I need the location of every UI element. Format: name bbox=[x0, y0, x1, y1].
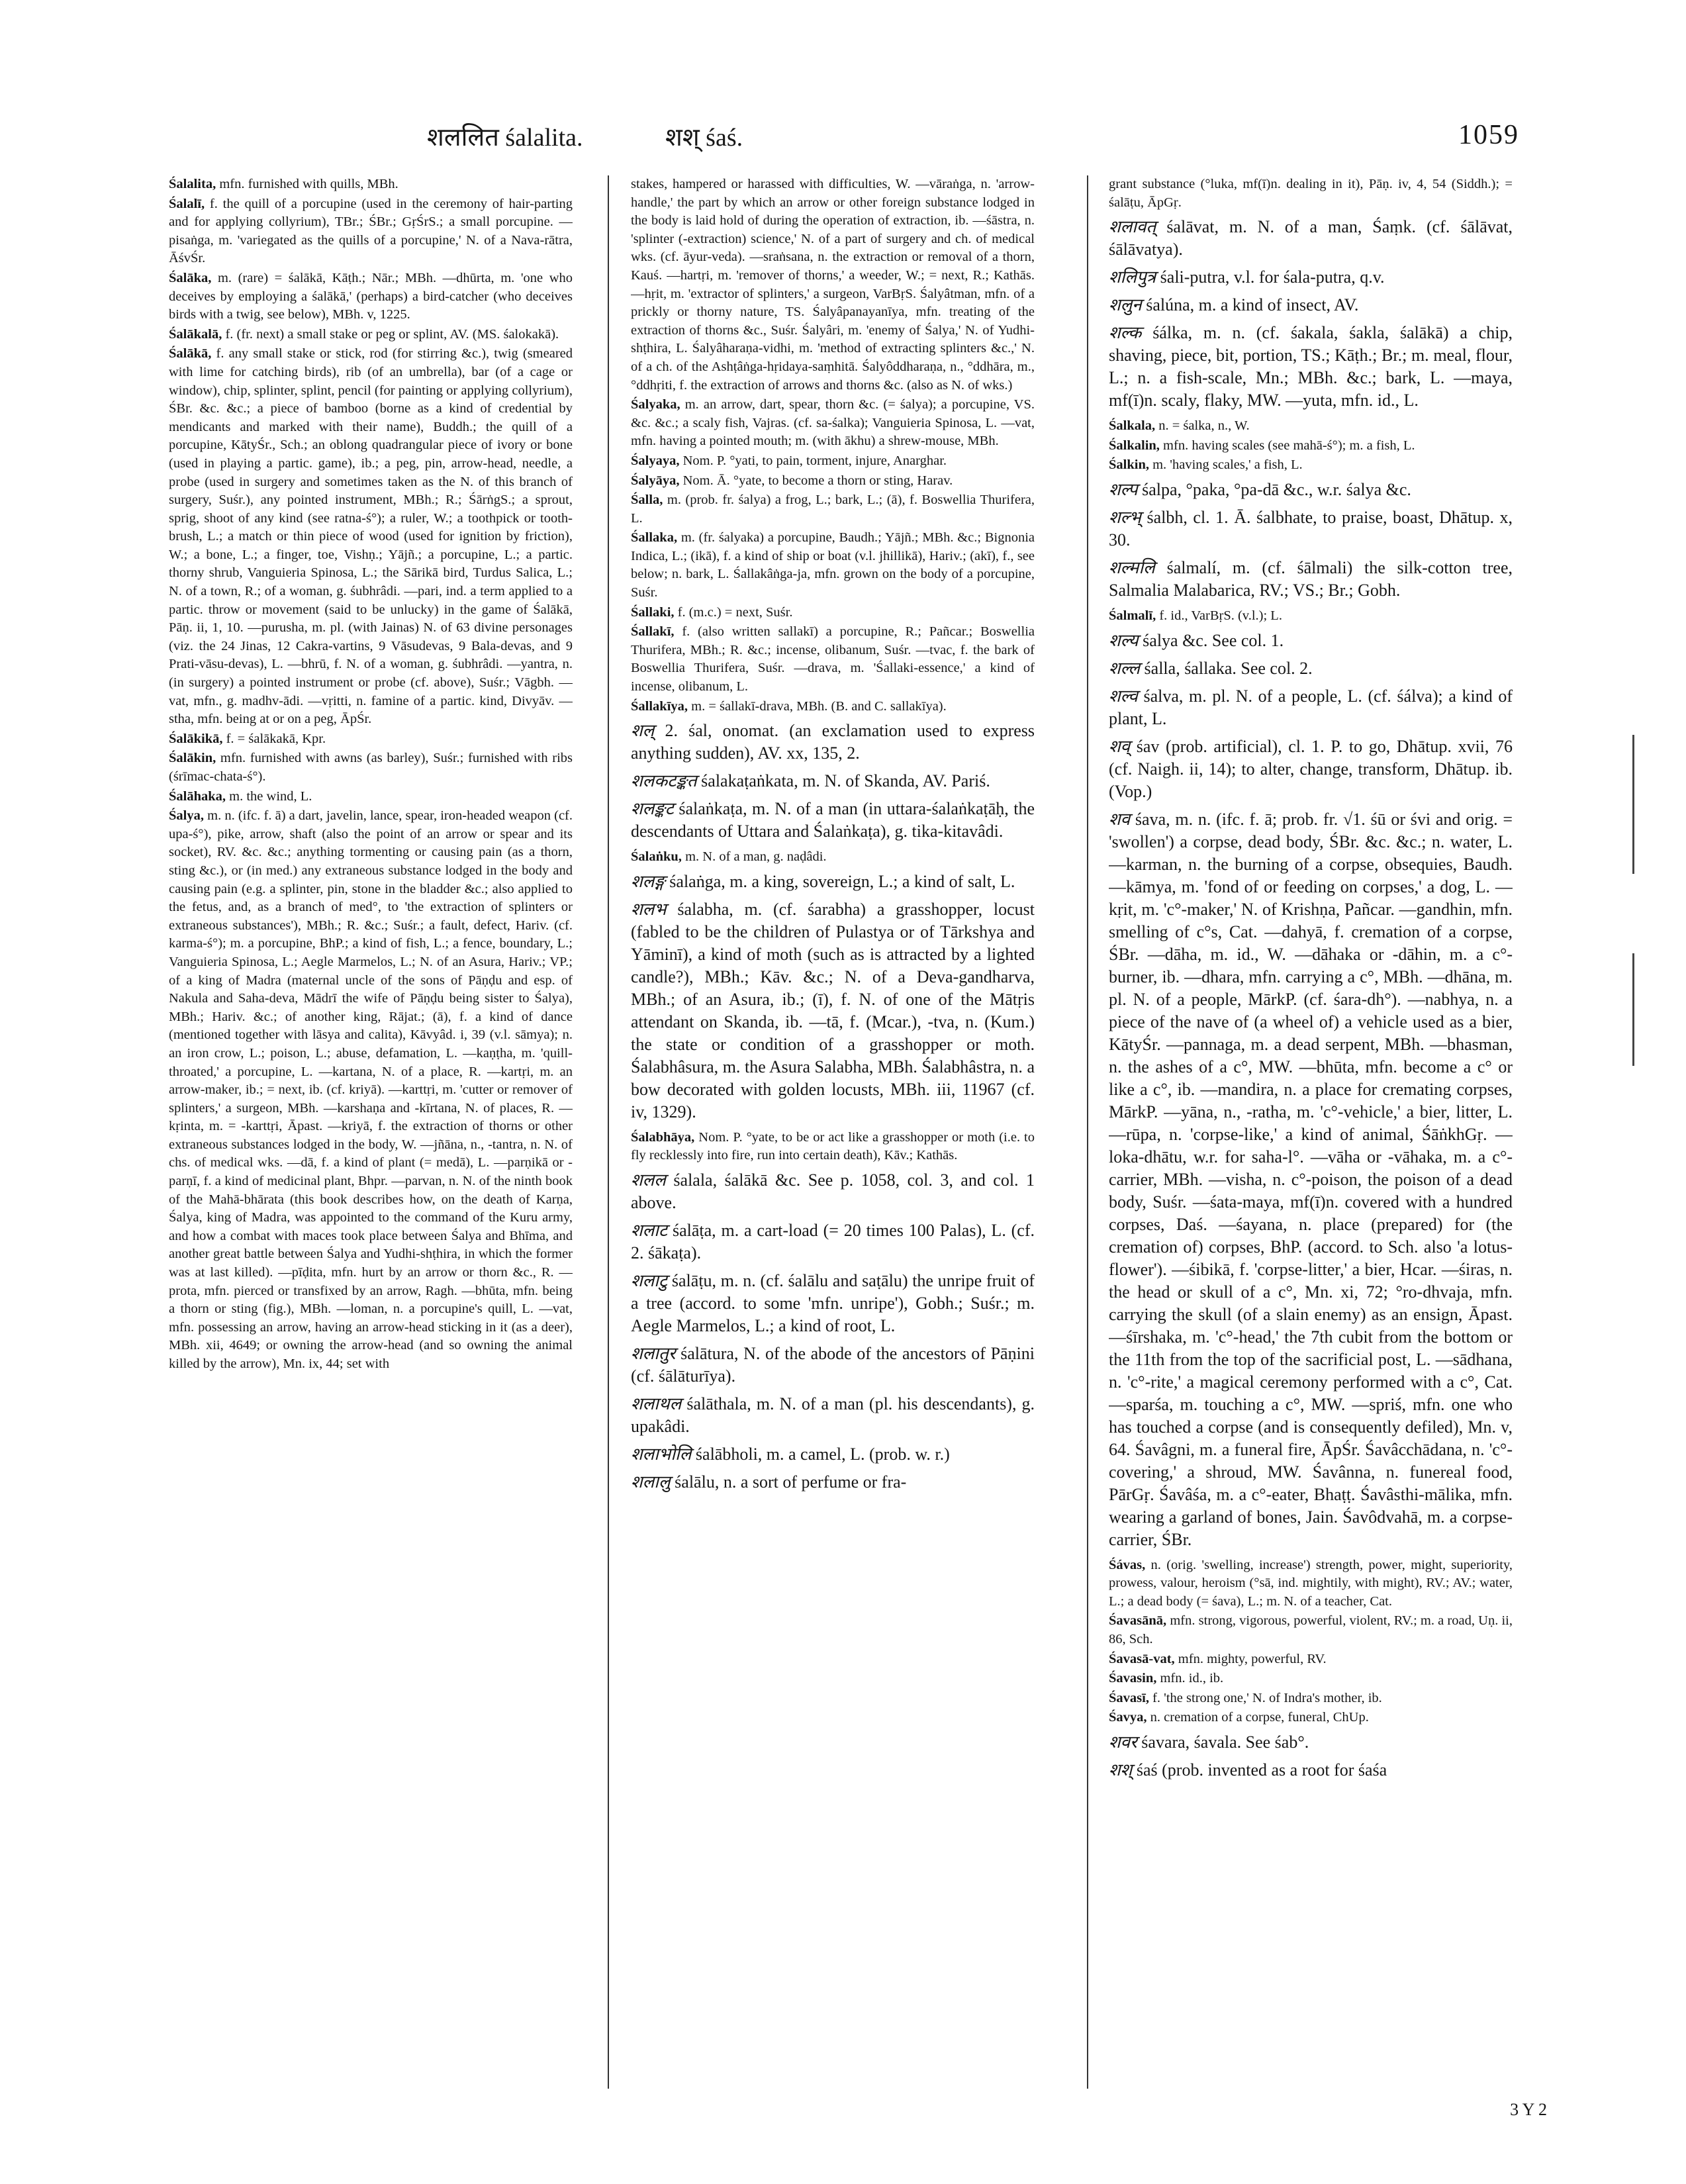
entry-definition: śav (prob. artificial), cl. 1. P. to go, Dhātup. xvii, 76 (cf. Naigh. ii, 14); to alter, change, transform, Dhātup. ib. (Vop.) bbox=[1109, 736, 1513, 801]
entry-definition: 2. śal, onomat. (an exclamation used to express anything sudden), AV. xx, 135, 2. bbox=[631, 721, 1035, 763]
entry-definition: śalakaṭaṅkata, m. N. of Skanda, AV. Pariś. bbox=[701, 771, 990, 791]
entry-headword: शलाटु bbox=[631, 1271, 668, 1290]
entry-definition: śalpa, °paka, °pa-dā &c., w.r. śalya &c. bbox=[1142, 479, 1411, 499]
entry-definition: n. cremation of a corpse, funeral, ChUp. bbox=[1150, 1710, 1369, 1725]
column-3 bbox=[1109, 175, 1513, 2089]
entry-definition: n. (orig. 'swelling, increase') strength, power, might, superiority, prowess, valour, heroism (°sā, ind. mightily, with might), RV.; AV.; water, L.; a dead body (= śava), L.; m. N. of a teacher, Cat. bbox=[1109, 1557, 1513, 1609]
dictionary-entry bbox=[1109, 607, 1513, 626]
entry-definition: śalātura, N. of the abode of the ancestors of Pāṇini (cf. śālāturīya). bbox=[631, 1344, 1035, 1386]
dictionary-entry bbox=[169, 175, 573, 194]
entry-headword: शल्व bbox=[1109, 686, 1138, 706]
entry-headword: Śallakīya, bbox=[631, 698, 688, 714]
dictionary-entry bbox=[631, 1270, 1035, 1337]
entry-definition: m. (rare) = śalākā, Kāṭh.; Nār.; MBh. —dhūrta, m. 'one who deceives by employing a śalākā,' (perhaps) a bird-catcher (who deceives birds with a twig, see below), MBh. v, 1225. bbox=[169, 270, 573, 322]
entry-definition: m. (prob. fr. śalya) a frog, L.; bark, L.; (ā), f. Boswellia Thurifera, L. bbox=[631, 493, 1035, 526]
dictionary-entry bbox=[631, 871, 1035, 893]
entry-headword: शलाट bbox=[631, 1221, 668, 1240]
entry-definition: m. the wind, L. bbox=[229, 788, 312, 804]
dictionary-entry bbox=[631, 1443, 1035, 1466]
entry-headword: Śalya, bbox=[169, 808, 204, 824]
running-head-left: शललित śalalita. bbox=[427, 124, 583, 152]
dictionary-entry bbox=[1109, 266, 1513, 289]
dictionary-entry bbox=[631, 491, 1035, 528]
entry-headword: Śalyaya, bbox=[631, 453, 680, 468]
dictionary-entry bbox=[1109, 657, 1513, 680]
dictionary-entry bbox=[631, 1169, 1035, 1214]
entry-headword: Śalākalā, bbox=[169, 326, 222, 342]
entry-definition: śalālu, n. a sort of perfume or fra- bbox=[675, 1472, 907, 1492]
entry-headword: Śavasin, bbox=[1109, 1671, 1157, 1686]
entry-headword: Śalyaka, bbox=[631, 397, 680, 412]
dictionary-entry bbox=[631, 623, 1035, 696]
dictionary-entry bbox=[631, 1343, 1035, 1388]
dictionary-entry bbox=[1109, 417, 1513, 436]
entry-definition: śalla, śallaka. See col. 2. bbox=[1144, 658, 1313, 678]
entry-headword: शव bbox=[1109, 809, 1131, 829]
dictionary-entry bbox=[1109, 506, 1513, 551]
entry-headword: शल्प bbox=[1109, 479, 1138, 499]
entry-definition: f. (m.c.) = next, Suśr. bbox=[677, 604, 793, 620]
dictionary-entry bbox=[169, 730, 573, 749]
column-2 bbox=[631, 175, 1035, 2089]
dictionary-entry bbox=[1109, 456, 1513, 475]
dictionary-entry bbox=[1109, 1759, 1513, 1781]
dictionary-entry bbox=[169, 269, 573, 324]
entry-definition: stakes, hampered or harassed with difficulties, W. —vāraṅga, n. 'arrow-handle,' the part by which an arrow or other foreign substance lodged in the body is laid hold of during the operation of extraction, ib. —śāstra, n. 'splinter (-extraction) science,' N. of a part of surgery and ch. of medical wks. (cf. āyur-veda). —sraṅsana, n. the extraction or removal of a thorn, Kauś. —hartṛi, m. 'remover of thorns,' a weeder, W.; = next, R.; Kathās. —hṛit, m. 'extractor of splinters,' a surgeon, VarBṛS. Śalyâtman, mfn. of a prickly or thorny nature, TS. Śalyâpanayanīya, mfn. treating of the extraction of thorns &c., Suśr. Śalyâri, m. 'enemy of Śalya,' N. of Yudhi-shṭhira, L. Śalyâharaṇa-vidhi, m. 'method of extracting splinters &c.,' N. of a ch. of the Ashṭâṅga-hṛidaya-saṃhitā. Śalyôddharaṇa, n., °ddhāra, m., °ddhṛiti, f. the extraction of arrows and thorns &c. (also as N. of wks.) bbox=[631, 177, 1035, 393]
entry-definition: śalbh, cl. 1. Ā. śalbhate, to praise, boast, Dhātup. x, 30. bbox=[1109, 507, 1513, 549]
dictionary-entry bbox=[631, 898, 1035, 1123]
entry-headword: शलावत् bbox=[1109, 217, 1156, 237]
entry-headword: Śallaka, bbox=[631, 530, 678, 546]
dictionary-entry bbox=[1109, 175, 1513, 212]
entry-definition: śalaṅga, m. a king, sovereign, L.; a kind of salt, L. bbox=[669, 871, 1015, 891]
entry-headword: Śalākin, bbox=[169, 751, 216, 766]
dictionary-entry bbox=[1109, 630, 1513, 652]
dictionary-entry bbox=[1109, 1650, 1513, 1669]
entry-definition: f. (fr. next) a small stake or peg or splint, AV. (MS. śalokakā). bbox=[225, 326, 559, 342]
entry-definition: śava, m. n. (ifc. f. ā; prob. fr. √1. śū or śvi and orig. = 'swollen') a corpse, dead body, ŚBr. &c. &c.; n. water, L. —karman, n. the burning of a corpse, obsequies, Baudh. —kāmya, m. 'fond of or feeding on corpses,' a dog, L. —kṛit, m. 'c°-maker,' N. of Krishṇa, Pañcar. —gandhin, mfn. smelling of c°s, Cat. —dahyā, f. cremation of a corpse, ŚBr. —dāha, m. id., W. —dāhaka or -dāhin, m. a c°-burner, ib. —dhara, mfn. carrying a c°, MBh. —dhāna, m. pl. N. of a people, MārkP. (cf. śara-dh°). —nabhya, n. a piece of the nave of (a wheel of) a vehicle used as a bier, KātyŚr. —pannaga, m. a dead serpent, MBh. —bhasman, n. the ashes of a c°, MW. —bhūta, mfn. become a c° or like a c°, ib. —mandira, n. a place for cremating corpses, MārkP. —yāna, n., -ratha, m. 'c°-vehicle,' a bier, litter, L. —rūpa, n. 'corpse-like,' a kind of animal, ŚāṅkhGṛ. —loka-dhātu, w.r. for saha-l°. —vāha or -vāhaka, m. a c°-carrier, MBh. —visha, n. c°-poison, the poison of a dead body, Suśr. —śata-maya, mf(ī)n. covered with a hundred corpses, Daś. —śayana, n. place (prepared) for (the cremation of) corpses, BhP. (accord. to Sch. also 'a lotus-flower'). —śibikā, f. 'corpse-litter,' a bier, Hcar. —śiras, n. the head or skull of a c°, Mn. xi, 72; °ro-dhvaja, mfn. carrying the skull (of a slain enemy) as an ensign, Āpast. —śīrshaka, m. 'c°-head,' the 7th cubit from the bottom or the 11th from the top of the sacrificial post, L. —sādhana, n. 'c°-rite,' a magical ceremony performed with a c°, Cat. —sparśa, m. touching a c°, MW. —spriś, mfn. one who has touched a corpse (and is consequently defiled), Mn. v, 64. Śavâgni, m. a funeral fire, ĀpŚr. Śavâcchādana, n. 'c°-covering,' a shroud, MW. Śavânna, n. funereal food, PārGṛ. Śavâśa, m. a c°-eater, Bhaṭṭ. Śavâsthi-mālika, mfn. wearing a garland of bones, Jain. Śavôdvahā, m. a corpse-carrier, ŚBr. bbox=[1109, 809, 1513, 1549]
entry-definition: m. 'having scales,' a fish, L. bbox=[1152, 457, 1303, 473]
dictionary-entry bbox=[631, 604, 1035, 622]
entry-definition: grant substance (°luka, mf(ī)n. dealing in it), Pāṇ. iv, 4, 54 (Siddh.); = śalāṭu, ĀpGṛ. bbox=[1109, 177, 1513, 210]
entry-headword: शवर bbox=[1109, 1732, 1137, 1752]
entry-headword: शलालु bbox=[631, 1472, 671, 1492]
entry-headword: Śalkala, bbox=[1109, 418, 1156, 434]
entry-headword: शलङ्ग bbox=[631, 871, 665, 891]
entry-definition: śalmalí, m. (cf. śālmali) the silk-cotton tree, Salmalia Malabarica, RV.; VS.; Br.; Gobh. bbox=[1109, 557, 1513, 600]
dictionary-entry bbox=[1109, 437, 1513, 455]
dictionary-entry bbox=[631, 1129, 1035, 1165]
dictionary-entry bbox=[631, 798, 1035, 843]
dictionary-entry bbox=[169, 345, 573, 728]
entry-headword: Śalalī, bbox=[169, 196, 205, 211]
entry-definition: f. id., VarBṛS. (v.l.); L. bbox=[1159, 608, 1282, 623]
entry-headword: शलङ्कट bbox=[631, 799, 674, 819]
entry-headword: शलाथल bbox=[631, 1394, 682, 1413]
dictionary-entry bbox=[1109, 294, 1513, 316]
dictionary-entry bbox=[169, 195, 573, 268]
margin-mark bbox=[1632, 953, 1634, 1066]
entry-headword: शलकटङ्कत bbox=[631, 771, 697, 791]
dictionary-entry bbox=[169, 749, 573, 786]
entry-headword: शल्मलि bbox=[1109, 557, 1155, 577]
entry-definition: śalaṅkaṭa, m. N. of a man (in uttara-śalaṅkaṭāḥ, the descendants of Uttara and Śalaṅkaṭa), g. tika-kitavâdi. bbox=[631, 799, 1035, 841]
entry-definition: m. = śallakī-drava, MBh. (B. and C. sallakīya). bbox=[691, 698, 947, 714]
entry-headword: Śavasānā, bbox=[1109, 1613, 1167, 1629]
entry-definition: śaś (prob. invented as a root for śaśa bbox=[1136, 1760, 1387, 1780]
entry-definition: mfn. furnished with quills, MBh. bbox=[219, 177, 398, 191]
entry-definition: f. (also written sallakī) a porcupine, R.; Pañcar.; Boswellia Thurifera, MBh.; R. &c.; incense, olibanum, Suśr. —tvac, f. the bark of Boswellia Thurifera, Suśr. —drava, m. 'Śallaki-essence,' a kind of incense, olibanum, L. bbox=[631, 624, 1035, 694]
running-head-center: शश् śaś. bbox=[665, 124, 743, 152]
entry-headword: Śávas, bbox=[1109, 1557, 1146, 1572]
dictionary-entry bbox=[631, 720, 1035, 765]
dictionary-entry bbox=[631, 770, 1035, 792]
entry-definition: m. an arrow, dart, spear, thorn &c. (= śalya); a porcupine, VS. &c. &c.; a scaly fish, Vajras. (cf. sa-śalka); Vanguieria Spinosa, L. —vat, mfn. having a pointed mouth; m. (with ākhu) a shrew-mouse, MBh. bbox=[631, 397, 1035, 449]
entry-definition: śalāṭa, m. a cart-load (= 20 times 100 Palas), L. (cf. 2. śākaṭa). bbox=[631, 1221, 1035, 1262]
dictionary-page bbox=[169, 175, 1519, 2089]
dictionary-entry bbox=[631, 472, 1035, 491]
entry-definition: f. = śalākakā, Kpr. bbox=[226, 731, 326, 746]
dictionary-entry bbox=[1109, 557, 1513, 602]
entry-definition: śali-putra, v.l. for śala-putra, q.v. bbox=[1160, 267, 1385, 287]
entry-definition: śalāthala, m. N. of a man (pl. his descendants), g. upakâdi. bbox=[631, 1394, 1035, 1436]
entry-headword: शल्भ् bbox=[1109, 507, 1141, 527]
entry-definition: śalabha, m. (cf. śarabha) a grasshopper, locust (fabled to be the children of Pulastya or of Tārkshya and Yāminī), a kind of moth (such as is attracted by a lighted candle?), MBh.; Kāv. &c.; N. of a Deva-gandharva, MBh.; of an Asura, ib.; (ī), f. N. of one of the Mātṛis attendant on Skanda, ib. —tā, f. (Mcar.), -tva, n. (Kum.) the state or condition of a grasshopper or moth. Śalabhâsura, m. the Asura Salabha, MBh. Śalabhâstra, n. a bow decorated with golden locusts, MBh. iii, 11967 (cf. iv, 1329). bbox=[631, 899, 1035, 1121]
entry-headword: Śallaki, bbox=[631, 604, 675, 620]
entry-headword: शल्ल bbox=[1109, 658, 1141, 678]
entry-headword: Śalāhaka, bbox=[169, 788, 226, 804]
entry-definition: Nom. Ā. °yate, to become a thorn or sting, Harav. bbox=[682, 473, 953, 488]
entry-headword: Śalkin, bbox=[1109, 457, 1149, 473]
margin-mark bbox=[1632, 735, 1634, 874]
page-number: 1059 bbox=[1458, 120, 1519, 150]
dictionary-entry bbox=[631, 529, 1035, 602]
entry-definition: mfn. furnished with awns (as barley), Suśr.; furnished with ribs (śrīmac-chata-ś°). bbox=[169, 751, 573, 784]
signature-mark: 3 Y 2 bbox=[1510, 2100, 1547, 2119]
dictionary-entry bbox=[1109, 1556, 1513, 1611]
dictionary-entry bbox=[169, 807, 573, 1373]
dictionary-entry bbox=[631, 452, 1035, 471]
dictionary-entry bbox=[631, 1471, 1035, 1494]
dictionary-entry bbox=[1109, 322, 1513, 412]
entry-headword: Śalalita, bbox=[169, 177, 216, 191]
entry-headword: Śavya, bbox=[1109, 1710, 1147, 1725]
dictionary-entry bbox=[1109, 1731, 1513, 1754]
entry-definition: mfn. strong, vigorous, powerful, violent, RV.; m. a road, Uṇ. ii, 86, Sch. bbox=[1109, 1613, 1513, 1646]
entry-definition: Nom. P. °yati, to pain, torment, injure, Anarghar. bbox=[682, 453, 947, 468]
entry-headword: Śalla, bbox=[631, 493, 663, 508]
entry-headword: Śalabhāya, bbox=[631, 1129, 695, 1145]
entry-definition: m. n. (ifc. f. ā) a dart, javelin, lance, spear, iron-headed weapon (cf. upa-ś°), pike, arrow, shaft (also the point of an arrow or spear and its socket), RV. &c. &c.; anything tormenting or causing pain (as a thorn, sting &c.), or (in med.) any extraneous substance lodged in the body and causing pain (e.g. a splinter, pin, stone in the bladder &c.; also applied to the fetus, and, as a branch of med°, to 'the extraction of splinters or extraneous substances'), MBh.; R. &c.; Suśr.; a fault, defect, Hariv. (cf. karma-ś°); m. a porcupine, BhP.; a kind of fish, L.; a fence, boundary, L.; Vanguieria Spinosa, L.; Aegle Marmelos, L.; N. of an Asura, Hariv.; VP.; of a king of Madra (maternal uncle of the sons of Pāṇḍu and esp. of Nakula and Saha-deva, Mādrī the wife of Pāṇḍu being sister to Śalya), MBh.; Hariv. &c.; of another king, Rājat.; (ā), f. a kind of dance (mentioned together with lāsya and calita), Kāvyâd. i, 39 (v.l. sāmya); n. an iron crow, L.; poison, L.; abuse, defamation, L. —kaṇṭha, m. 'quill-throated,' a porcupine, L. —kartana, N. of a place, R. —kartṛi, m. an arrow-maker, ib.; = next, ib. (cf. kriyā). —karttṛi, m. 'cutter or remover of splinters,' a surgeon, MBh. —karshaṇa and -kīrtana, N. of places, R. —kṛinta, m. = -karttṛi, Āpast. —kriyā, f. the extraction of thorns or other extraneous substances lodged in the body, W. —jñāna, n., -tantra, n. N. of chs. of medical wks. —dā, f. a kind of plant (= medā), L. —parṇikā or -parṇī, f. a kind of medicinal plant, Bhpr. —parvan, n. N. of the ninth book of the Mahā-bhārata (this book describes how, on the death of Karṇa, Śalya, king of Madra, was appointed to the command of the Kuru army, and how a combat with maces took place between Śalya and Bhīma, and another great battle between Śalya and Yudhi-shṭhira, in which the former was at last killed). —pīḍita, mfn. hurt by an arrow or thorn &c., R. —prota, mfn. pierced or transfixed by an arrow, Ragh. —bhūta, mfn. being a thorn or sting (fig.), MBh. —loman, n. a porcupine's quill, L. —vat, mfn. possessing an arrow, having an arrow-head sticking in it (as a deer), MBh. xii, 4649; or owning the arrow-head (and so owning the animal killed by the arrow), Mn. ix, 44; set with bbox=[169, 808, 573, 1371]
dictionary-entry bbox=[1109, 1670, 1513, 1688]
entry-headword: शलातुर bbox=[631, 1344, 676, 1363]
dictionary-entry bbox=[631, 175, 1035, 395]
entry-headword: Śalmalī, bbox=[1109, 608, 1156, 623]
entry-definition: śalya &c. See col. 1. bbox=[1143, 630, 1284, 650]
entry-definition: śavara, śavala. See śab°. bbox=[1141, 1732, 1309, 1752]
entry-headword: शलल bbox=[631, 1170, 666, 1190]
dictionary-entry bbox=[631, 848, 1035, 867]
entry-headword: Śalyāya, bbox=[631, 473, 680, 488]
dictionary-entry bbox=[1109, 685, 1513, 730]
entry-definition: śalva, m. pl. N. of a people, L. (cf. śálva); a kind of plant, L. bbox=[1109, 686, 1513, 728]
column-1 bbox=[169, 175, 573, 2089]
dictionary-entry bbox=[1109, 1612, 1513, 1648]
entry-headword: Śallakī, bbox=[631, 624, 675, 640]
entry-headword: Śalāka, bbox=[169, 270, 212, 285]
entry-headword: शव् bbox=[1109, 736, 1131, 756]
entry-headword: शश् bbox=[1109, 1760, 1133, 1780]
entry-headword: शल्क bbox=[1109, 323, 1142, 343]
dictionary-entry bbox=[631, 698, 1035, 716]
dictionary-entry bbox=[631, 1219, 1035, 1264]
dictionary-entry bbox=[1109, 1709, 1513, 1727]
entry-definition: n. = śalka, n., W. bbox=[1158, 418, 1250, 434]
entry-definition: mfn. mighty, powerful, RV. bbox=[1178, 1651, 1327, 1666]
column-divider bbox=[1087, 175, 1088, 2089]
entry-headword: शल्य bbox=[1109, 630, 1139, 650]
entry-definition: śalala, śalākā &c. See p. 1058, col. 3, and col. 1 above. bbox=[631, 1170, 1035, 1212]
entry-headword: Śavasī, bbox=[1109, 1690, 1149, 1705]
dictionary-entry bbox=[1109, 808, 1513, 1551]
entry-definition: m. N. of a man, g. naḍâdi. bbox=[685, 849, 827, 865]
entry-headword: शलिपुत्र bbox=[1109, 267, 1156, 287]
entry-definition: mfn. having scales (see mahā-ś°); m. a fish, L. bbox=[1163, 438, 1415, 453]
entry-definition: śalāvat, m. N. of a man, Śaṃk. (cf. śālāvat, śālāvatya). bbox=[1109, 217, 1513, 260]
dictionary-entry bbox=[169, 326, 573, 344]
entry-definition: mfn. id., ib. bbox=[1160, 1671, 1224, 1686]
entry-headword: Śalkalin, bbox=[1109, 438, 1160, 453]
entry-headword: Śavasā-vat, bbox=[1109, 1651, 1175, 1666]
dictionary-entry bbox=[1109, 216, 1513, 261]
entry-headword: शलाभोलि bbox=[631, 1445, 692, 1464]
page-header bbox=[169, 99, 1519, 159]
entry-definition: f. any small stake or stick, rod (for stirring &c.), twig (smeared with lime for catching birds), rib (of an umbrella), bar (of a cage or window), chip, splinter, splint, pencil (for painting or applying collyrium), ŚBr. &c. &c.; a piece of bamboo (borne as a kind of credential by mendicants and marked with their name), Buddh.; the quill of a porcupine, KātyŚr., Sch.; an oblong quadrangular piece of ivory or bone (used in playing a partic. game), ib.; a peg, pin, arrow-head, needle, a probe (used in surgery and sometimes taken as the N. of this branch of surgery, Suśr.), any pointed instrument, MBh.; R.; ŚārṅgS.; a sprout, sprig, shoot of any kind (see ratna-ś°); a ruler, W.; a toothpick or tooth-brush, L.; a match or thin piece of wood (used for ignition by friction), W.; a bone, L.; a finger, toe, Vishṇ.; Yājñ.; a porcupine, L.; a partic. thorny shrub, Vanguieria Spinosa, L.; the Sārikā bird, Turdus Salica, L.; N. of a town, R.; of a woman, g. śubhrâdi. —pari, ind. a term applied to a partic. throw or movement (said to be unlucky) in the game of Śalākā, Pāṇ. ii, 1, 10. —purusha, m. pl. (with Jainas) N. of 63 divine personages (viz. the 24 Jinas, 12 Cakra-vartins, 9 Vāsudevas, 9 Bala-devas, and 9 Prati-vāsu-devas), L. —bhrū, f. N. of a woman, g. śubhrâdi. —yantra, n. (in surgery) a pointed instrument or probe (cf. above), Suśr.; Vāgbh. —vat, mfn., g. madhv-ādi. —vṛitti, n. famine of a partic. kind, Divyāv. —stha, mfn. being at or on a peg, ĀpŚr. bbox=[169, 346, 573, 727]
entry-definition: śalāṭu, m. n. (cf. śalālu and saṭālu) the unripe fruit of a tree (accord. to some 'mfn. unripe'), Gobh.; Suśr.; m. Aegle Marmelos, L.; a kind of root, L. bbox=[631, 1271, 1035, 1335]
entry-definition: śalúna, m. a kind of insect, AV. bbox=[1146, 295, 1359, 315]
entry-headword: शल् bbox=[631, 721, 655, 741]
entry-definition: f. the quill of a porcupine (used in the ceremony of hair-parting and for applying collyrium), TBr.; ŚBr.; GṛŚrS.; a small porcupine. —pisaṅga, m. 'variegated as the quills of a porcupine,' N. of a Nava-rātra, ĀśvŚr. bbox=[169, 196, 573, 266]
dictionary-entry bbox=[169, 788, 573, 806]
entry-headword: Śalākā, bbox=[169, 346, 212, 361]
dictionary-entry bbox=[1109, 736, 1513, 803]
dictionary-entry bbox=[631, 396, 1035, 451]
dictionary-entry bbox=[1109, 1689, 1513, 1708]
entry-headword: शलुन bbox=[1109, 295, 1142, 315]
entry-headword: Śalākikā, bbox=[169, 731, 223, 746]
entry-definition: śalābholi, m. a camel, L. (prob. w. r.) bbox=[695, 1445, 950, 1464]
entry-definition: Nom. P. °yate, to be or act like a grasshopper or moth (i.e. to fly recklessly into fire, run into certain death), Kāv.; Kathās. bbox=[631, 1129, 1035, 1163]
entry-headword: शलभ bbox=[631, 899, 667, 919]
entry-definition: m. (fr. śalyaka) a porcupine, Baudh.; Yājñ.; MBh. &c.; Bignonia Indica, L.; (ikā), f. a kind of ship or boat (v.l. jhillikā), Hariv.; (akī), f., see below; n. bark, L. Śallakâṅga-ja, mfn. grown on the body of a porcupine, Suśr. bbox=[631, 530, 1035, 600]
entry-definition: śálka, m. n. (cf. śakala, śakla, śalākā) a chip, shaving, piece, bit, portion, TS.; Kāṭh.; Br.; m. meal, flour, L.; n. a fish-scale, Mn.; MBh. &c.; bark, L. —maya, mf(ī)n. scaly, flaky, MW. —yuta, mfn. id., L. bbox=[1109, 323, 1513, 410]
dictionary-entry bbox=[1109, 479, 1513, 501]
entry-headword: Śalaṅku, bbox=[631, 849, 682, 865]
margin-marks bbox=[1630, 735, 1638, 1066]
column-divider bbox=[608, 175, 609, 2089]
entry-definition: f. 'the strong one,' N. of Indra's mother, ib. bbox=[1152, 1690, 1382, 1705]
dictionary-entry bbox=[631, 1393, 1035, 1438]
